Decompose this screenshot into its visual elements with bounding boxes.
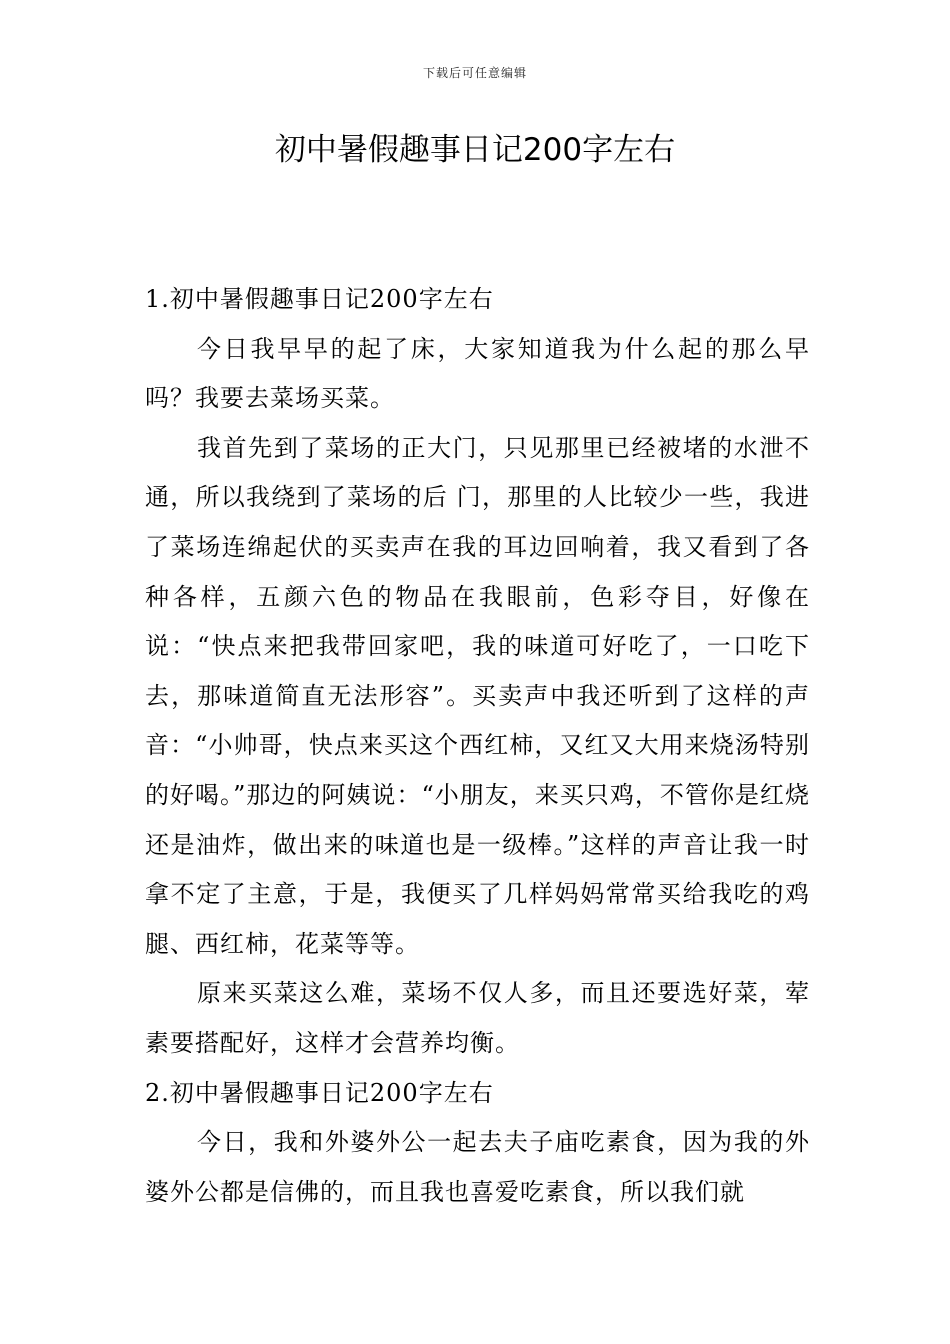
- document-body: [145, 275, 810, 1217]
- paragraph-conclusion: 原来买菜这么难，菜场不仅人多，而且还要选好菜，荤素要搭配好，这样才会营养均衡。: [145, 979, 810, 1057]
- section-heading-1: 1.初中暑假趣事日记200字左右: [145, 285, 494, 313]
- header-note: 下载后可任意编辑: [422, 66, 527, 80]
- paragraph-market: 我首先到了菜场的正大门，只见那里已经被堵的水泄不通，所以我绕到了菜场的后 门，那里的人比较少一些，我进了菜场连绵起伏的买卖声在我的耳边回响着，我又看到了各种各样，五颜六色的物品在我眼前，色彩夺目，好像在说：“快点来把我带回家吧，我的味道可好吃了，一口吃下去，那味道简直无法形容”。买卖声中我还听到了这样的声音：“小帅哥，快点来买这个西红柿，又红又大用来烧汤特别的好喝。”那边的阿姨说：“小朋友，来买只鸡，不管你是红烧还是油炸，做出来的味道也是一级棒。”这样的声音让我一时拿不定了主意，于是，我便买了几样妈妈常常买给我吃的鸡腿、西红柿，花菜等等。: [145, 433, 810, 958]
- paragraph-temple: 今日，我和外婆外公一起去夫子庙吃素食，因为我的外婆外公都是信佛的，而且我也喜爱吃素食，所以我们就: [145, 1128, 810, 1206]
- paragraph-intro: 今日我早早的起了床，大家知道我为什么起的那么早吗？我要去菜场买菜。: [145, 334, 810, 413]
- section-heading-2: 2.初中暑假趣事日记200字左右: [145, 1078, 494, 1107]
- document-title: 初中暑假趣事日记200字左右: [274, 132, 676, 168]
